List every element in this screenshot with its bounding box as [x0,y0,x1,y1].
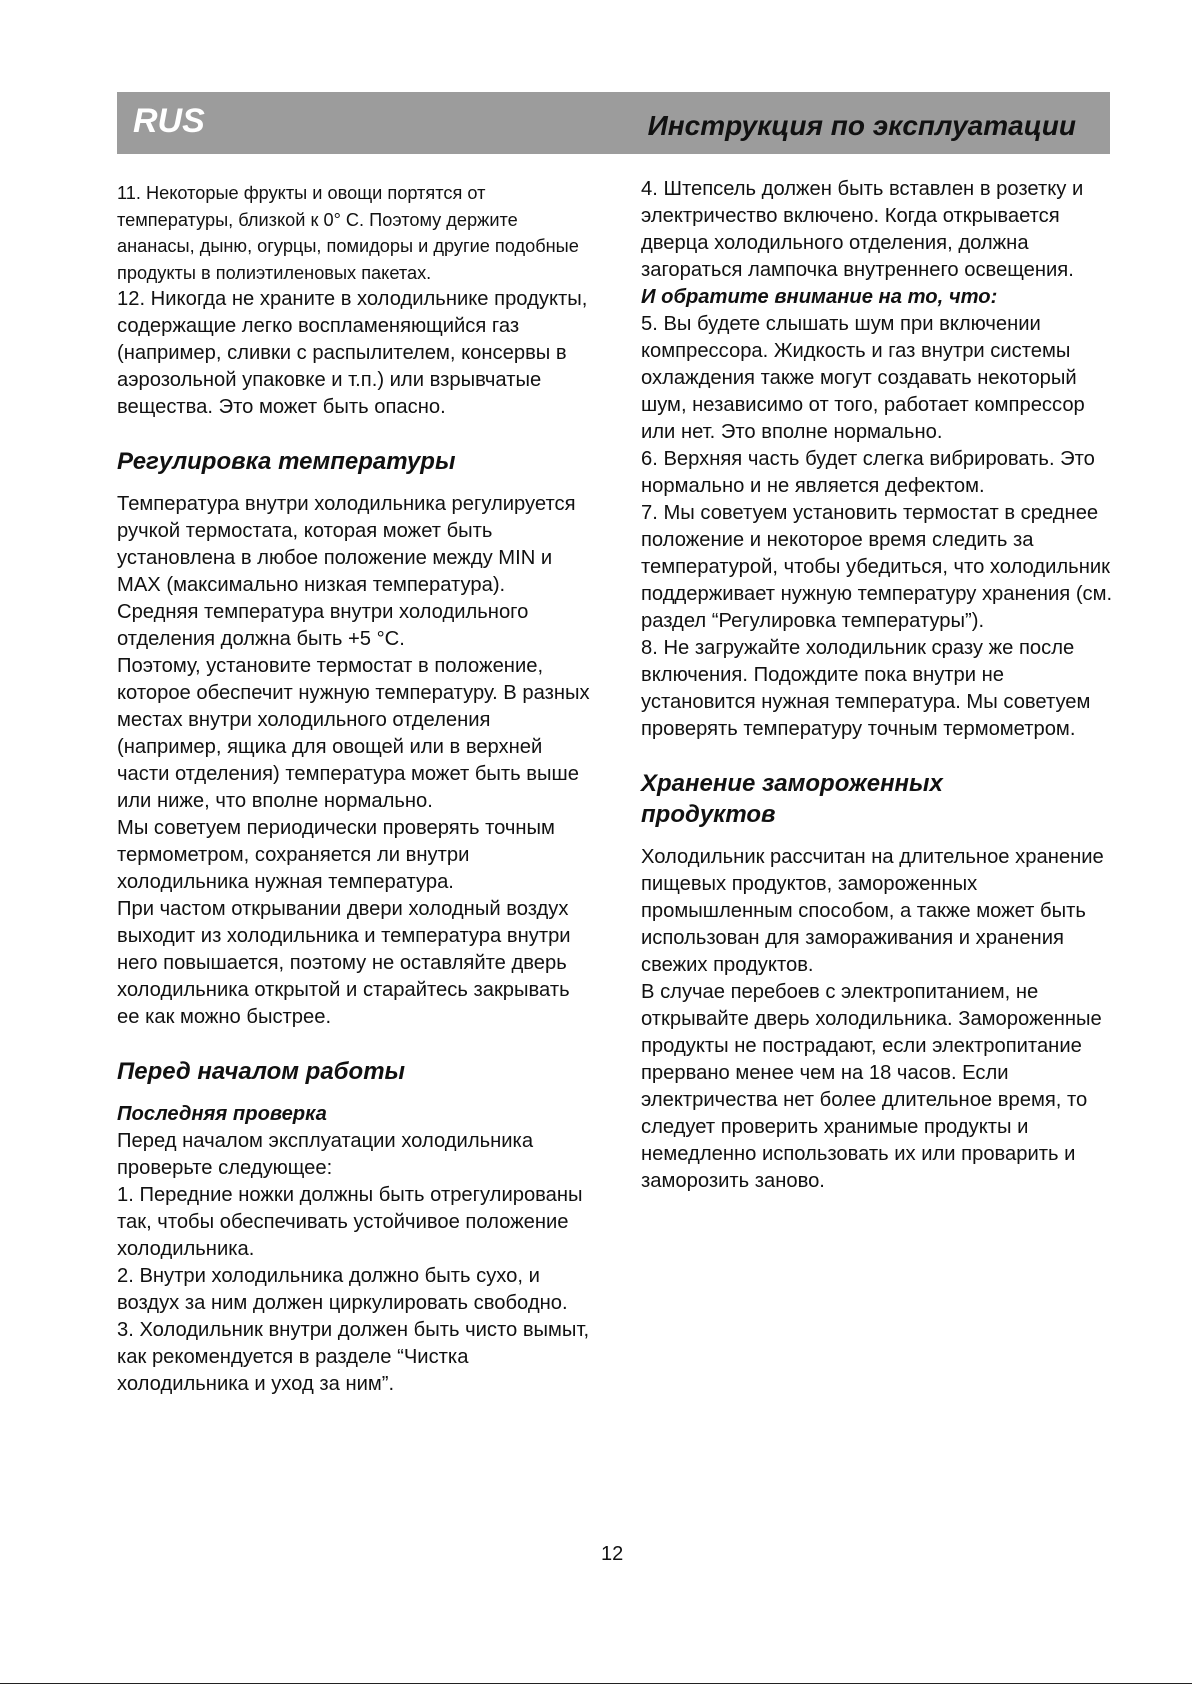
page-header [117,92,1110,154]
temperature-paragraph-1: Температура внутри холодильника регулируется ручкой термостата, которая может быть установлена в любое положение между MIN и MAX (максимально низкая температура). [117,493,576,596]
language-label: RUS [133,102,205,140]
right-column [641,176,1116,1195]
footer-divider [0,1683,1192,1684]
section-heading-temperature: Регулировка температуры [117,448,456,475]
item-5: 5. Вы будете слышать шум при включении компрессора. Жидкость и газ внутри системы охлаждения также могут создавать некоторый шум, независимо от того, работает компрессор или нет. Это вполне нормально. [641,313,1085,443]
item-7: 7. Мы советуем установить термостат в среднее положение и некоторое время следить за температурой, чтобы убедиться, что холодильник поддерживает нужную температуру хранения (см. раздел “Регулировка температуры”). [641,502,1113,632]
item-8: 8. Не загружайте холодильник сразу же после включения. Подождите пока внутри не установится нужная температура. Мы советуем проверять температуру точным термометром. [641,637,1091,740]
final-check-item-1: 1. Передние ножки должны быть отрегулированы так, чтобы обеспечивать устойчивое положение холодильника. [117,1184,583,1260]
temperature-paragraph-2: Средняя температура внутри холодильного отделения должна быть +5 °С. [117,601,529,650]
final-check-item-3: 3. Холодильник внутри должен быть чисто вымыт, как рекомендуется в разделе “Чистка холодильника и уход за ним”. [117,1319,590,1395]
left-column [117,180,592,1398]
frozen-paragraph-2: В случае перебоев с электропитанием, не открывайте дверь холодильника. Замороженные продукты не пострадают, если электропитание прервано менее чем на 18 часов. Если электричества нет более длительное время, то следует проверить хранимые продукты и немедленно использовать их или проварить и заморозить заново. [641,981,1102,1192]
item-4: 4. Штепсель должен быть вставлен в розетку и электричество включено. Когда открывается дверца холодильного отделения, должна загораться лампочка внутреннего освещения. [641,178,1084,281]
final-check-item-2: 2. Внутри холодильника должно быть сухо, и воздух за ним должен циркулировать свободно. [117,1265,568,1314]
temperature-paragraph-5: При частом открывании двери холодный воздух выходит из холодильника и температура внутри него повышается, поэтому не оставляйте дверь холодильника открытой и старайтесь закрывать ее как можно быстрее. [117,898,571,1028]
subheading-note: И обратите внимание на то, что: [641,286,998,308]
frozen-paragraph-1: Холодильник рассчитан на длительное хранение пищевых продуктов, замороженных промышленным способом, а также может быть использован для замораживания и хранения свежих продуктов. [641,846,1104,976]
section-heading-frozen-storage: Хранение замороженных продуктов [641,770,943,828]
section-heading-before-start: Перед началом работы [117,1058,406,1085]
temperature-paragraph-3: Поэтому, установите термостат в положение, которое обеспечит нужную температуру. В разных местах внутри холодильного отделения (например, ящика для овощей или в верхней части отделения) температура может быть выше или ниже, что вполне нормально. [117,655,590,812]
item-11: 11. Некоторые фрукты и овощи портятся от температуры, близкой к 0° С. Поэтому держите ананасы, дыню, огурцы, помидоры и другие подобные продукты в полиэтиленовых пакетах. [117,183,579,283]
document-title: Инструкция по эксплуатации [647,110,1076,141]
item-12: 12. Никогда не храните в холодильнике продукты, содержащие легко воспламеняющийся газ (например, сливки с распылителем, консервы в аэрозольной упаковке и т.п.) или взрывчатые вещества. Это может быть опасно. [117,288,588,418]
final-check-intro: Перед началом эксплуатации холодильника проверьте следующее: [117,1130,534,1179]
subheading-final-check: Последняя проверка [117,1103,327,1125]
item-6: 6. Верхняя часть будет слегка вибрировать. Это нормально и не является дефектом. [641,448,1095,497]
page-number: 12 [601,1543,624,1565]
temperature-paragraph-4: Мы советуем периодически проверять точным термометром, сохраняется ли внутри холодильника нужная температура. [117,817,555,893]
